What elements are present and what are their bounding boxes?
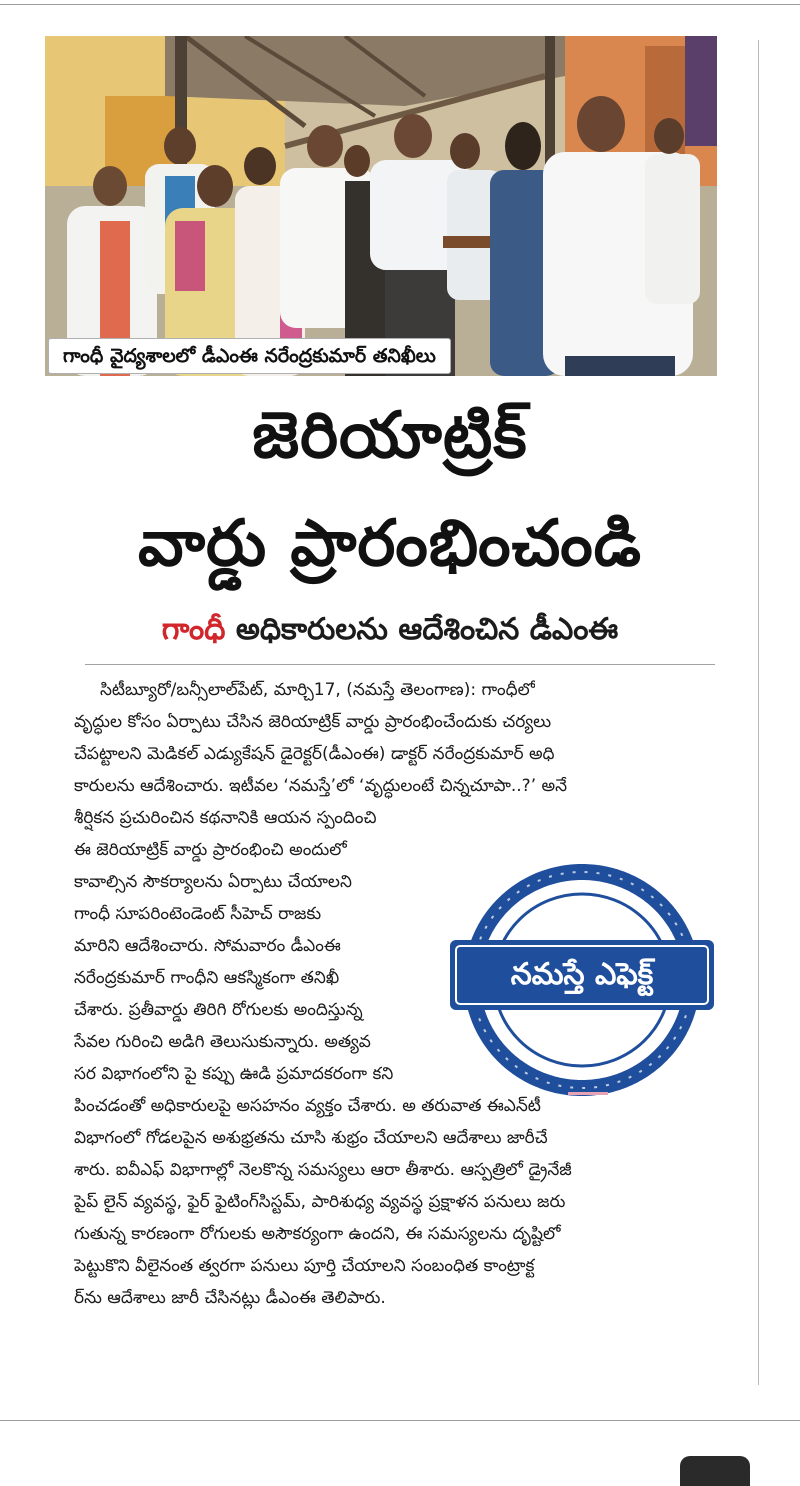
stamp-label: నమస్తే ఎఫెక్ట్ <box>510 957 654 992</box>
article-line: కావాల్సిన సౌకర్యాలను ఏర్పాటు చేయాలని <box>74 872 352 892</box>
subheadline-accent: గాంధీ <box>161 612 226 647</box>
article-line: ఈ జెరియాట్రిక్ వార్డు ప్రారంభించి అందులో <box>74 840 347 860</box>
article-line: పించడంతో అధికారులపై అసహనం వ్యక్తం చేశారు. అ తరువాత ఈఎన్‌టీ <box>74 1096 541 1116</box>
subhead-rule <box>85 664 715 665</box>
article-line: ర్‌ను ఆదేశాలు జారీ చేసినట్లు డీఎంఈ తెలిపారు. <box>74 1288 386 1308</box>
article-line: గుతున్న కారణంగా రోగులకు అసౌకర్యంగా ఉందని, ఈ సమస్యలను దృష్టిలో <box>74 1224 561 1244</box>
headline-line-1: జెరియాట్రిక్ <box>252 399 528 473</box>
article-line: సేవల గురించి అడిగి తెలుసుకున్నారు. అత్యవ <box>74 1032 371 1052</box>
subheadline-rest: అధికారులను ఆదేశించిన డీఎంఈ <box>225 612 619 647</box>
top-rule <box>0 4 800 5</box>
column-rule <box>758 40 759 1385</box>
article-line: సర విభాగంలోని పై కప్పు ఊడి ప్రమాదకరంగా కని <box>74 1064 394 1084</box>
article-line: గాంధీ సూపరింటెండెంట్ సీహెచ్ రాజకు <box>74 904 322 924</box>
article-line: చేశారు. ప్రతీవార్డు తిరిగి రోగులకు అందిస్తున్న <box>74 1000 363 1020</box>
article-line: చేపట్టాలని మెడికల్ ఎడ్యుకేషన్ డైరెక్టర్(డీఎంఈ) డాక్టర్ నరేంద్రకుమార్ అధి <box>74 744 555 764</box>
article-line: సిటీబ్యూరో/బన్సీలాల్‌పేట్, మార్చి17, (నమస్తే తెలంగాణ): గాంధీలో <box>100 680 536 700</box>
article-line: వృద్ధుల కోసం ఏర్పాటు చేసిన జెరియాట్రిక్ వార్డు ప్రారంభించేందుకు చర్యలు <box>74 712 552 732</box>
article-line: శీర్షికన ప్రచురించిన కథనానికి ఆయన స్పందించి <box>74 808 377 828</box>
bottom-rule <box>0 1420 800 1421</box>
article-line: నరేంద్రకుమార్ గాంధీని ఆకస్మికంగా తనిఖీ <box>74 968 340 988</box>
article-line: శారు. ఐవీఎఫ్ విభాగాల్లో నెలకొన్న సమస్యలు ఆరా తీశారు. ఆస్పత్రిలో డ్రైనేజీ <box>74 1160 572 1180</box>
page-corner-tab <box>680 1456 750 1486</box>
headline-line-2: వార్డు ప్రారంభించండి <box>137 507 643 581</box>
namaste-effect-stamp <box>448 860 716 1100</box>
article-line: విభాగంలో గోడలపైన అశుభ్రతను చూసి శుభ్రం చేయాలని ఆదేశాలు జారీచే <box>74 1128 548 1148</box>
news-photo <box>45 36 717 376</box>
photo-caption: గాంధీ వైద్యశాలలో డీఎంఈ నరేంద్రకుమార్ తనిఖీలు <box>48 338 451 374</box>
article-line: పెట్టుకొని వీలైనంత త్వరగా పనులు పూర్తి చేయాలని సంబంధిత కాంట్రాక్ట <box>74 1256 535 1276</box>
article-line: కారులను ఆదేశించారు. ఇటీవల ‘నమస్తే’లో ‘వృద్ధులంటే చిన్నచూపా..?’ అనే <box>74 776 568 796</box>
article-line: మారిని ఆదేశించారు. సోమవారం డీఎంఈ <box>74 936 341 956</box>
subheadline <box>40 610 740 650</box>
article-line: పైప్ లైన్ వ్యవస్థ, ఫైర్ ఫైటింగ్‌సిస్టమ్, పారిశుధ్య వ్యవస్థ ప్రక్షాళన పనులు జరు <box>74 1192 566 1212</box>
